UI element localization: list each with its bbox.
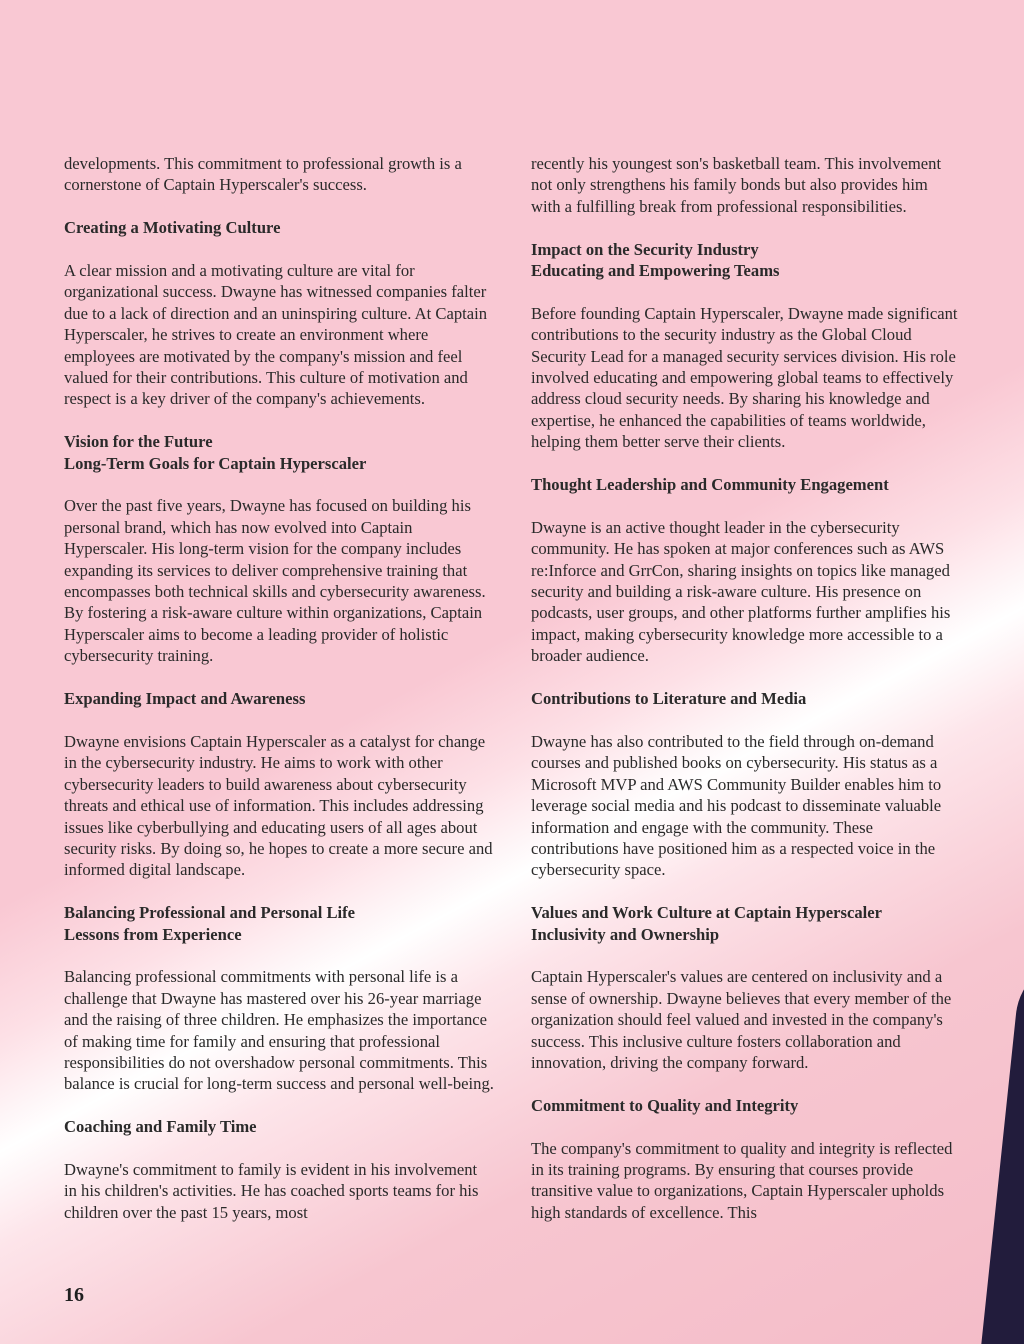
section-heading [531,1095,961,1116]
section-heading [64,688,494,709]
section-heading [531,239,961,282]
section-heading-line: Coaching and Family Time [64,1117,257,1137]
section-heading [531,688,961,709]
section-heading-line: Commitment to Quality and Integrity [531,1095,799,1115]
body-paragraph: A clear mission and a motivating culture are vital for organizational success. Dwayne has witnessed companies falter due to a lack of direction and an uninspiring culture. At Captain Hyperscaler, he strives to create an environment where employees are motivated by the company's mission and feel valued for their contributions. This culture of motivation and respect is a key driver of the company's achievements. [64,261,488,409]
section-heading-line: Balancing Professional and Personal Life [64,903,356,923]
section-heading-line: Values and Work Culture at Captain Hyperscaler [531,903,882,923]
section-heading [64,1116,494,1137]
section-heading-line: Long-Term Goals for Captain Hyperscaler [64,453,367,473]
body-paragraph: recently his youngest son's basketball team. This involvement not only strengthens his family bonds but also provides him with a fulfilling break from professional responsibilities. [531,154,942,216]
body-paragraph: Balancing professional commitments with personal life is a challenge that Dwayne has mastered over his 26-year marriage and the raising of three children. He emphasizes the importance of making time for family and ensuring that professional responsibilities do not overshadow personal commitments. This balance is crucial for long-term success and personal well-being. [64,967,494,1094]
section-heading-line: Lessons from Experience [64,924,242,944]
section-heading-line: Contributions to Literature and Media [531,689,807,709]
body-paragraph: Dwayne's commitment to family is evident in his involvement in his children's activities. He has coached sports teams for his children over the past 15 years, most [64,1159,479,1222]
section-heading-line: Thought Leadership and Community Engagement [531,475,889,495]
section-heading [64,431,494,474]
section-heading [64,217,494,238]
section-heading-line: Educating and Empowering Teams [531,261,780,281]
body-paragraph: The company's commitment to quality and integrity is reflected in its training programs. By ensuring that courses provide transitive value to organizations, Captain Hyperscaler upholds high standards of excellence. This [531,1138,953,1222]
body-paragraph: Dwayne is an active thought leader in the cybersecurity community. He has spoken at major conferences such as AWS re:Inforce and GrrCon, sharing insights on topics like managed security and building a risk-aware culture. His presence on podcasts, user groups, and other platforms further amplifies his impact, making cybersecurity knowledge more accessible to a broader audience. [531,517,951,666]
section-heading-line: Expanding Impact and Awareness [64,689,306,709]
body-paragraph: Before founding Captain Hyperscaler, Dwayne made significant contributions to the security industry as the Global Cloud Security Lead for a managed security services division. His role involved educating and empowering global teams to effectively address cloud security needs. By sharing his knowledge and expertise, he enhanced the capabilities of teams worldwide, helping them better serve their clients. [531,303,958,452]
page-number: 16 [64,1284,84,1306]
body-paragraph: Dwayne has also contributed to the field through on-demand courses and published books on cybersecurity. His status as a Microsoft MVP and AWS Community Builder enables him to leverage social media and his podcast to disseminate valuable information and engage with the community. These contributions have positioned him as a respected voice in the cybersecurity space. [531,731,942,880]
section-heading-line: Creating a Motivating Culture [64,218,281,238]
body-paragraph: Over the past five years, Dwayne has focused on building his personal brand, which has now evolved into Captain Hyperscaler. His long-term vision for the company includes expanding its services to deliver comprehensive training that encompasses both technical skills and cybersecurity awareness. By fostering a risk-aware culture within organizations, Captain Hyperscaler aims to become a leading provider of holistic cybersecurity training. [64,496,486,666]
right-column [531,153,961,1245]
section-heading [531,902,961,945]
section-heading-line: Impact on the Security Industry [531,239,759,259]
body-paragraph: Captain Hyperscaler's values are centered on inclusivity and a sense of ownership. Dwayne believes that every member of the organization should feel valued and invested in the company's success. This inclusive culture fosters collaboration and innovation, driving the company forward. [531,967,952,1072]
body-paragraph: Dwayne envisions Captain Hyperscaler as a catalyst for change in the cybersecurity industry. He aims to work with other cybersecurity leaders to build awareness about cybersecurity threats and ethical use of information. This includes addressing issues like cyberbullying and educating users of all ages about security risks. By doing so, he hopes to create a more secure and informed digital landscape. [64,731,493,880]
section-heading-line: Inclusivity and Ownership [531,924,720,944]
section-heading-line: Vision for the Future [64,432,213,452]
left-column [64,153,494,1245]
section-heading [64,902,494,945]
section-heading [531,474,961,495]
body-paragraph: developments. This commitment to professional growth is a cornerstone of Captain Hyperscaler's success. [64,154,462,195]
decorative-dark-shape [978,954,1024,1344]
